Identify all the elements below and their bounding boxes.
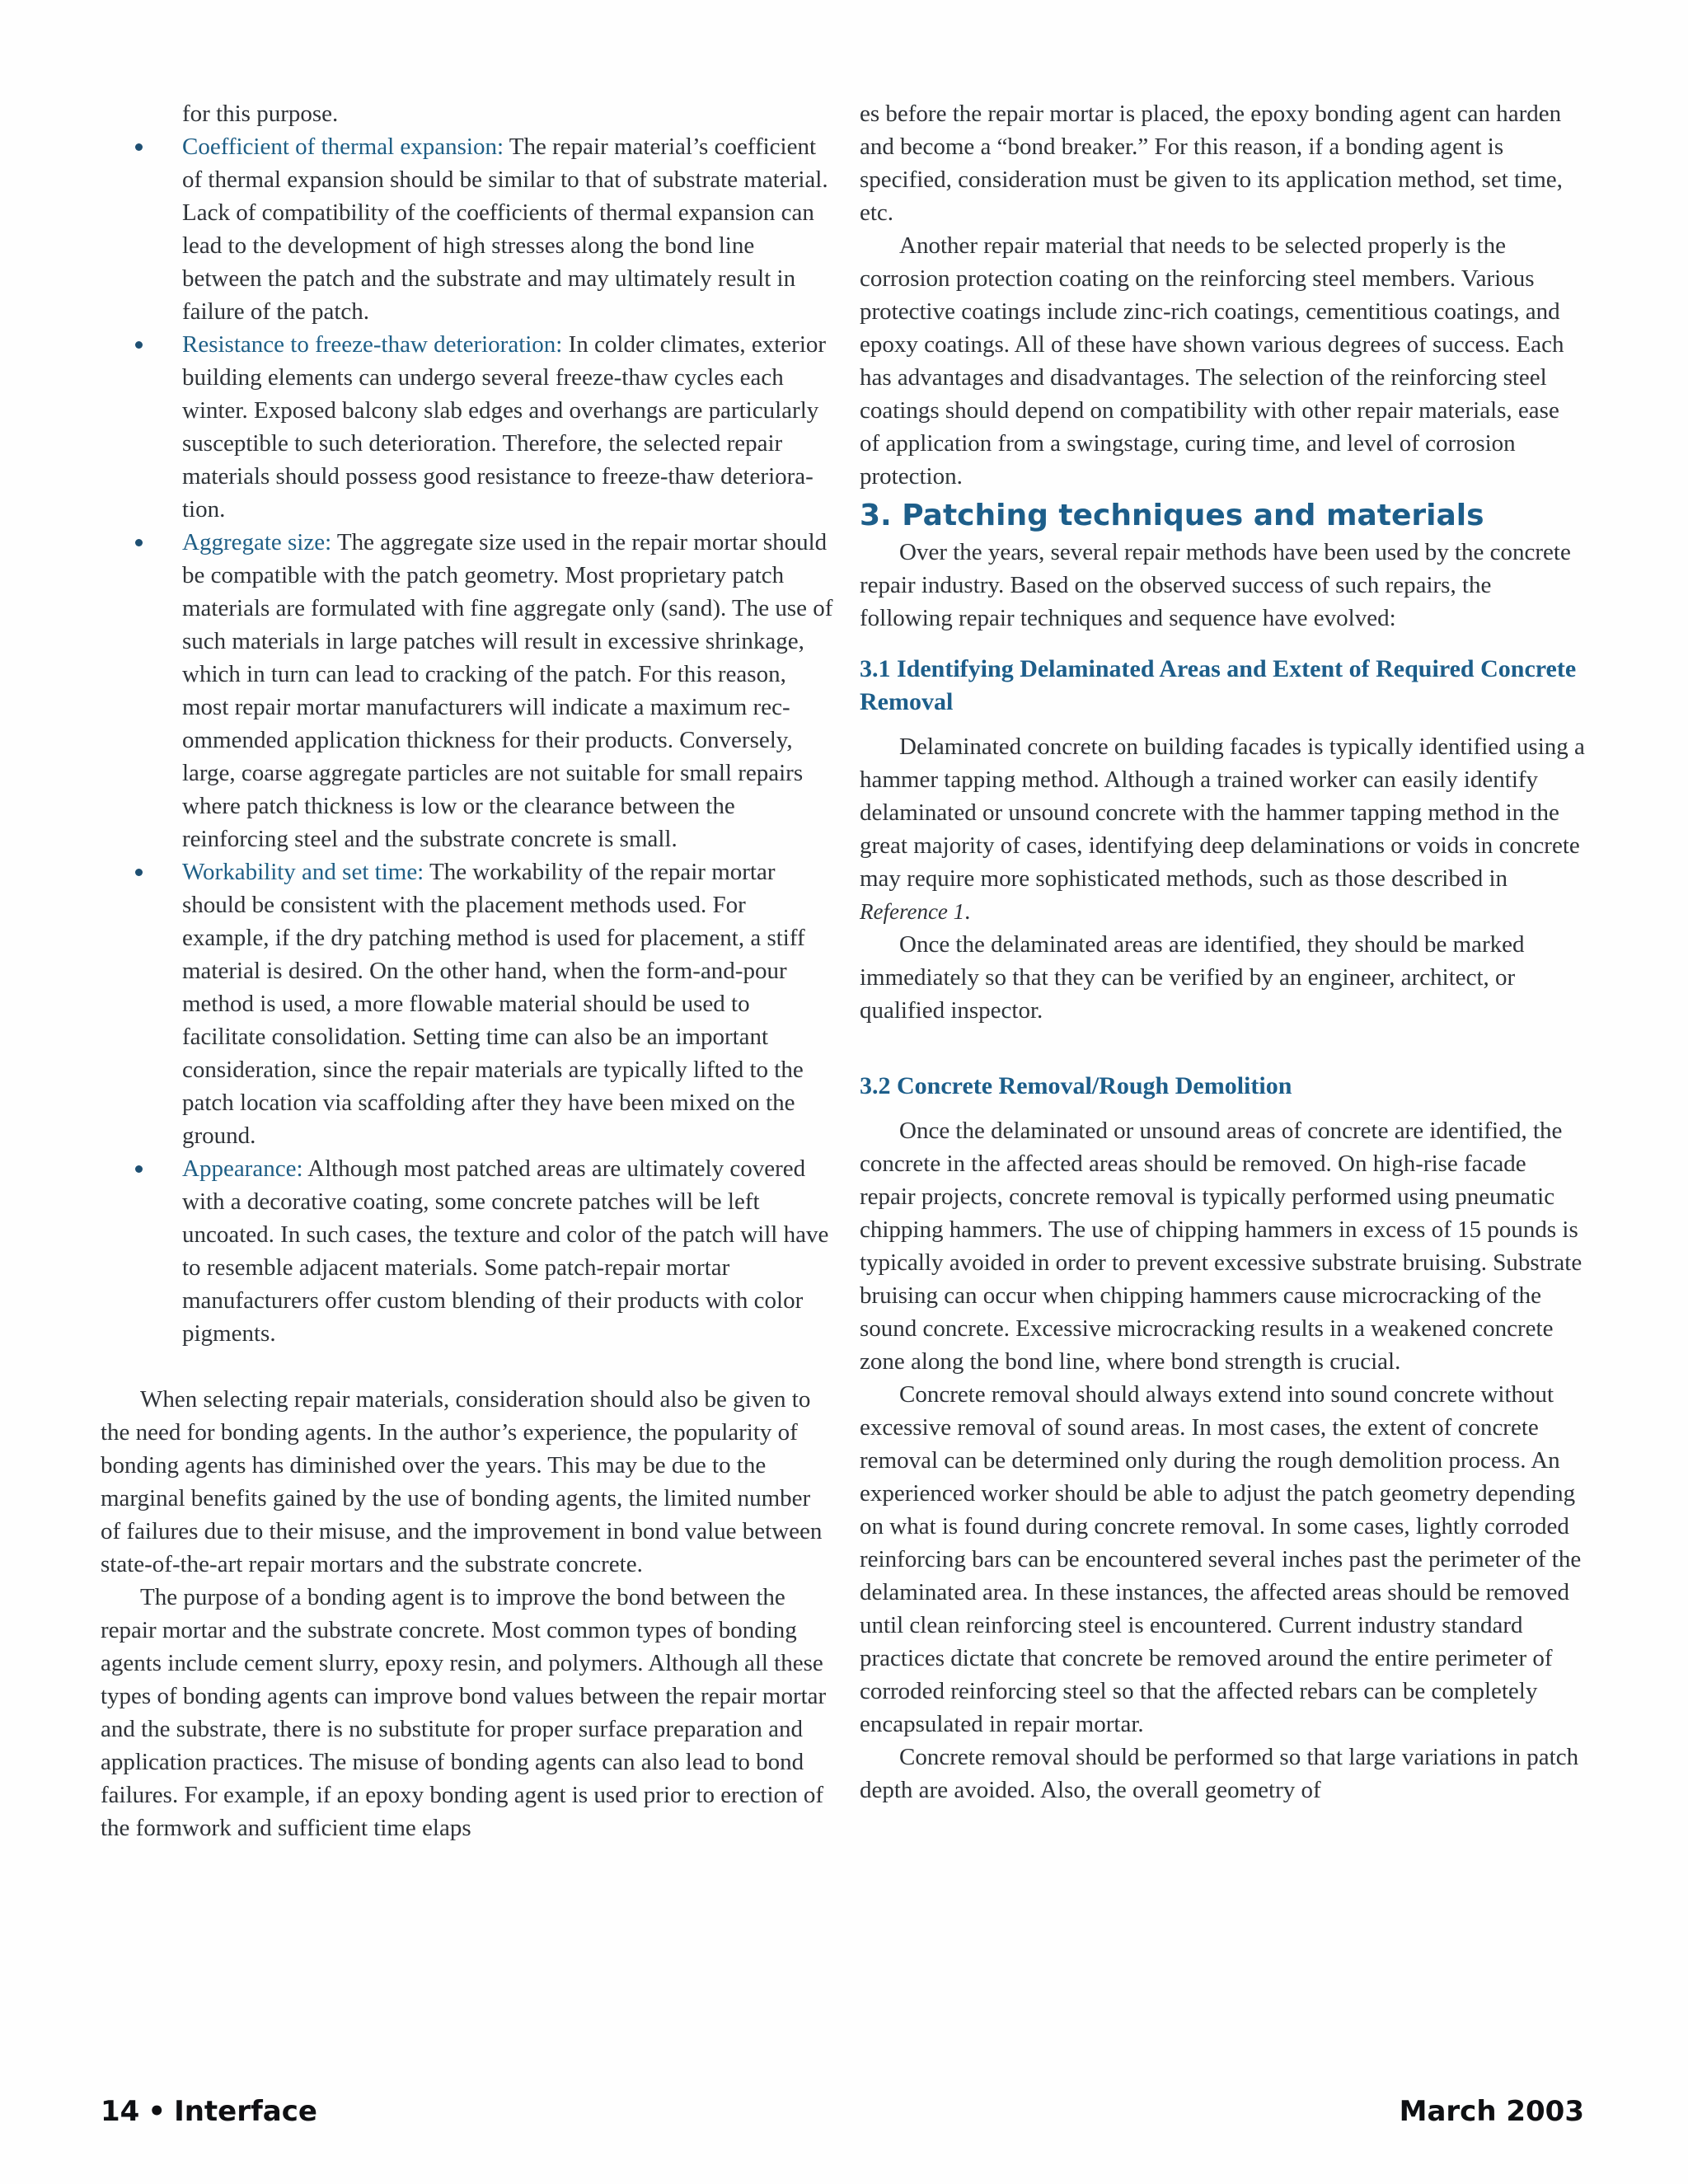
bullet-icon: [135, 1165, 143, 1173]
footer-left: [101, 2095, 317, 2128]
page-footer: [101, 2095, 1584, 2136]
left-column: [101, 97, 834, 1844]
bullet-icon: [135, 341, 143, 349]
requirements-list: [101, 130, 834, 1350]
list-item: [101, 526, 834, 855]
bullet-text: The workability of the repair mortar should be consistent with the placement methods used. For example, if the dry patching method is used for placement, a stiff material is desired. On the other hand, when the form-and-pour method is used, a more flowable material should be used to facilitate consolidation. Setting time can also be an important consideration, since the repair materials are typically lifted to the patch location via scaffolding after they have been mixed on the ground.: [182, 859, 805, 1149]
paragraph-bonding-agents: When selecting repair materials, consideration should also be given to the need for bonding agents. In the author’s experience, the popularity of bonding agents has diminished over the years. This may be due to the marginal benefits gained by the use of bonding agents, the limited number of failures due to their misuse, and the improvement in bond value between state-of-the-art repair mortars and the substrate concrete.: [101, 1386, 823, 1577]
bullet-lead: Appearance:: [182, 1155, 303, 1182]
publication-name: Interface: [174, 2095, 317, 2128]
paragraph-continuation: es before the repair mortar is placed, the epoxy bonding agent can harden and become a “bond breaker.” For this reason, if a bonding agent is specified, consideration must be given to its application method, set time, etc.: [860, 101, 1563, 226]
bullet-text: The aggregate size used in the repair mortar should be compatible with the patch geometry. Most proprietary patch materials are formulated with fine aggregate only (sand). The use of such materials in large patches will result in excessive shrinkage, which in turn can lead to cracking of the patch. For this reason, most repair mortar manufacturers will indicate a maximum recommended application thickness for their products. Conversely, large, coarse aggregate particles are not suitable for small repairs where patch thickness is low or the clearance between the reinforcing steel and the substrate concrete is small.: [182, 529, 833, 852]
reference-citation: Reference 1: [860, 899, 965, 924]
bullet-lead: Resistance to freeze-thaw deterioration:: [182, 331, 563, 358]
list-item: [101, 1152, 834, 1350]
bullet-icon: [135, 143, 143, 151]
right-column: [860, 97, 1585, 1807]
section-heading: 3. Patching techniques and materials: [860, 499, 1484, 532]
section-intro: Over the years, several repair methods have been used by the concrete repair industry. Based on the observed success of such repairs, the following repair techniques and sequence have evolved:: [860, 539, 1571, 631]
list-item: [101, 130, 834, 328]
paragraph-bonding-purpose: The purpose of a bonding agent is to improve the bond between the repair mortar and the substrate concrete. Most common types of bonding agents include cement slurry, epoxy resin, and polymers. Although all these types of bonding agents can improve bond values between the repair mortar and the substrate, there is no substitute for proper surface preparation and application practices. The misuse of bonding agents can also lead to bond failures. For example, if an epoxy bonding agent is used prior to erection of the formwork and sufficient time elaps: [101, 1584, 827, 1841]
bullet-text: The repair material’s coefficient of thermal expansion should be similar to that of substrate material. Lack of compatibility of the coefficients of thermal expansion can lead to the development of high stresses along the bond line between the patch and the substrate and may ultimately result in failure of the patch.: [182, 134, 828, 325]
list-item: [101, 328, 834, 526]
bullet-text: In colder climates, exterior building elements can undergo several freeze-thaw cycles each winter. Exposed balcony slab edges and overhangs are particularly susceptible to such deterioration. Therefore, the selected repair materials should possess good resistance to freeze-thaw deterioration.: [182, 331, 827, 523]
paragraph-text: Delaminated concrete on building facades is typically identified using a hammer tapping method. Although a trained worker can easily identify delaminated or unsound concrete with the hammer tapping method in the great majority of cases, identifying deep delaminations or voids in concrete may require more sophisticated methods, such as those described in: [860, 733, 1585, 892]
paragraph-variations: Concrete removal should be performed so that large variations in patch depth are avoided. Also, the overall geometry of: [860, 1744, 1579, 1803]
subsection-heading-3-2: 3.2 Concrete Removal/Rough Demolition: [860, 1072, 1292, 1099]
bullet-text: Although most patched areas are ultimately covered with a decorative coating, some concrete patches will be left uncoated. In such cases, the texture and color of the patch will have to resemble adjacent materials. Some patch-repair mortar manufacturers offer custom blending of their products with color pigments.: [182, 1155, 829, 1347]
bullet-icon: [135, 869, 143, 876]
bullet-lead: Aggregate size:: [182, 529, 332, 555]
bullet-lead: Coefficient of thermal expansion:: [182, 134, 504, 160]
page-number: 14: [101, 2095, 140, 2128]
paragraph-coatings: Another repair material that needs to be selected properly is the corrosion protection coating on the reinforcing steel members. Various protective coatings include zinc-rich coatings, cementitious coatings, and epoxy coatings. All of these have shown various degrees of success. Each has advantages and disadvantages. The selection of the reinforcing steel coatings should depend on compatibility with other repair materials, ease of application from a swingstage, curing time, and level of corrosion protection.: [860, 232, 1564, 490]
list-item: [101, 855, 834, 1152]
paragraph-marked: Once the delaminated areas are identified, they should be marked immediately so that they can be verified by an engineer, architect, or qualified inspector.: [860, 931, 1525, 1024]
paragraph-delaminated: [860, 730, 1585, 928]
footer-separator: •: [148, 2095, 166, 2128]
subsection-heading-3-1: 3.1 Identifying Delaminated Areas and Extent of Required Concrete Removal: [860, 655, 1577, 715]
intro-fragment: for this purpose.: [182, 101, 339, 127]
paragraph-sound-concrete: Concrete removal should always extend into sound concrete without excessive removal of sound areas. In most cases, the extent of concrete removal can be determined only during the rough demolition process. An experienced worker should be able to adjust the patch geometry depending on what is found during concrete removal. In some cases, lightly corroded reinforcing bars can be encountered several inches past the perimeter of the delaminated area. In these instances, the affected areas should be removed until clean reinforcing steel is encountered. Current industry standard practices dictate that concrete be removed around the entire perimeter of corroded reinforcing steel so that the affected rebars can be completely encapsulated in repair mortar.: [860, 1381, 1582, 1737]
paragraph-end: .: [964, 898, 971, 925]
bullet-icon: [135, 539, 143, 546]
bullet-lead: Workability and set time:: [182, 859, 424, 885]
issue-date: March 2003: [1399, 2095, 1584, 2128]
paragraph-removal: Once the delaminated or unsound areas of concrete are identified, the concrete in the affected areas should be removed. On high-rise facade repair projects, concrete removal is typically performed using pneumatic chipping hammers. The use of chipping hammers in excess of 15 pounds is typically avoided in order to prevent excessive substrate bruising. Substrate bruising can occur when chipping hammers cause microcracking of the sound concrete. Excessive microcracking results in a weakened concrete zone along the bond line, where bond strength is crucial.: [860, 1118, 1582, 1375]
